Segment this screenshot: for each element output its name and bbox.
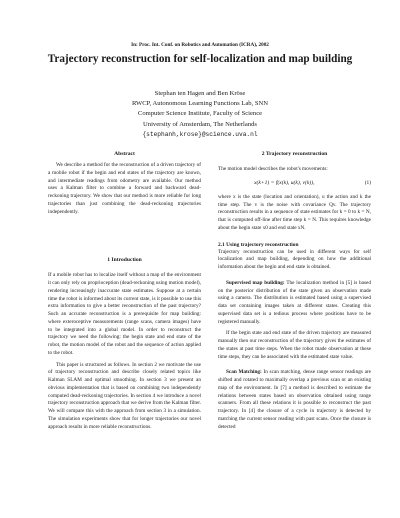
subsection-paragraph: Trajectory reconstruction can be used in different ways for self localization and map building, depending on how the additional information about the begin and end state is obtained.: [218, 248, 371, 270]
supervised-runin: Supervised map building:: [226, 279, 285, 286]
section2-intro: The motion model describes the robot's movements:: [218, 166, 328, 172]
introduction-heading: 1 Introduction: [107, 257, 142, 264]
paper-title: Trajectory reconstruction for self-localization and map building: [47, 53, 353, 65]
scan-matching-paragraph: [218, 369, 371, 431]
author-names: Stephan ten Hagen and Ben Kröse: [154, 90, 246, 97]
section2-heading: 2 Trajectory reconstruction: [261, 151, 328, 157]
author-university: University of Amsterdam, The Netherlands: [143, 120, 257, 128]
author-dept: Computer Science Institute, Faculty of Science: [137, 110, 263, 118]
section2-after-equation: where x is the state (location and orientation), u the action and k the time step. The v is the noise with covariance Qv. The trajectory reconstruction results in a sequence of state estimates for k = 0 to k = N, that is computed off-line after time step k = N. This requires knowledge about the begin state x0 and end state xN.: [218, 193, 371, 231]
author-lab: RWCP, Autonomous Learning Functions Lab, SNN: [131, 100, 269, 108]
venue-line: In: Proc. Int. Conf. on Robotics and Automation (ICRA), 2002: [131, 42, 269, 48]
supervised-paragraph: [218, 280, 371, 327]
right-column: [218, 150, 371, 431]
author-email: {stephanh,krose}@science.uva.nl: [142, 130, 258, 138]
equation-number: (1): [364, 179, 371, 186]
supervised-text: The localization method in [5] is based on the posterior distribution of the state given an observation made using a camera. The distribution is estimated based using a supervised data set containing images taken at different states. Creating this supervised data set is a tedious process where positions have to be registered manually.: [218, 279, 371, 325]
motion-model-equation: [218, 179, 371, 189]
introduction-paragraph-2: This paper is structured as follows. In section 2 we motivate the use of trajectory reconstruction and describe closely related topics like Kalman SLAM and optimal smoothing. In section 3 we present an obvious implementation that is based on combining two independently computed dead-reckoning trajectories. In section 4 we introduce a novel trajectory reconstruction approach that we derive from the Kalman filter. We will compare this with the approach from section 3 in a simulation. The simulation experiments show that for longer trajectories our novel approach results in more reliable reconstructions.: [48, 361, 201, 430]
scan-runin: Scan Matching:: [226, 369, 262, 376]
introduction-paragraph-1: If a mobile robot has to localize itself without a map of the environment it can only rely on proprioception (dead-reckoning using motion model), rendering increasingly inaccurate state estimates. Suppose at a certain time the robot is informed about its current state, is it possible to use this extra information to give a better reconstruction of the past trajectory? Such an accurate reconstruction is a prerequisite for map building: where exteroceptive measurements (range scans, camera images) have to be integrated into a global model. In order to reconstruct the trajectory we need the following: the begin state and end state of the robot, the motion model of the robot and the sequence of action applied to the robot.: [48, 272, 201, 356]
abstract-heading: Abstract: [114, 151, 135, 157]
equation-expression: x(k+1) = f(x(k), u(k), v(k)),: [254, 179, 315, 186]
subsection-heading: 2.1 Using trajectory reconstruction: [218, 241, 299, 248]
scan-text: In scan matching, dense range sensor readings are shifted and rotated to maximally overlap a previous scan or an existing map of the environment. In [7] a method is described to estimate the relations between states based on observation obtained using range scanners. From all these relations it is possible to reconstruct the past trajectory. In [4] the closure of a cycle in trajectory is detected by matching the current sensor reading with past scans. Once the closure is detected: [218, 369, 372, 430]
abstract-text: We describe a method for the reconstruction of a driven trajectory of a mobile robot if the begin and end states of the trajectory are known, and intermediate readings from odometry are available. Our method uses a Kalman filter to combine a forward and backward dead-reckoning trajectory. We show that our method is more reliable for long trajectories than just combining the dead-reckoning trajectories independently.: [48, 162, 201, 215]
manual-measure-paragraph: If the begin state and end state of the driven trajectory are measured manually then our reconstruction of the trajectory gives the estimates of the states at past time steps. When the robot made observation at these time steps, they can be associated with the estimated state value.: [218, 330, 371, 360]
left-column: [48, 150, 201, 431]
author-block: [0, 89, 400, 140]
